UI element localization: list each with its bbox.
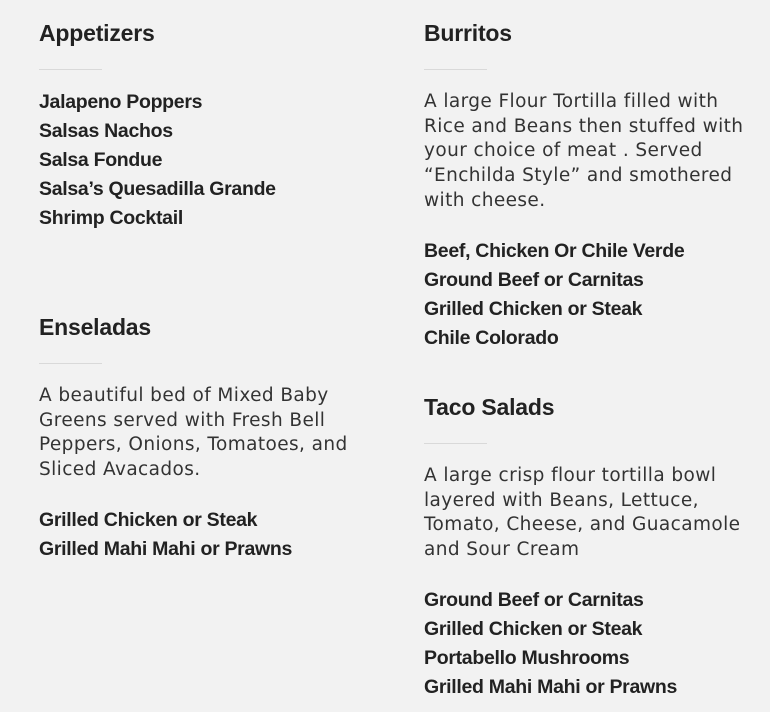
section-title: Burritos: [424, 20, 512, 46]
taco-salads-section: [424, 393, 744, 702]
menu-item: Salsa Fondue: [39, 149, 163, 171]
section-divider: [39, 363, 102, 364]
section-description: A large Flour Tortilla filled with Rice and Beans then stuffed with your choice of meat . Served “Enchilda Style” and smothered with cheese.: [424, 91, 744, 211]
section-divider: [424, 69, 487, 70]
menu-item: Salsas Nachos: [39, 120, 173, 142]
menu-item: Portabello Mushrooms: [424, 646, 630, 669]
burritos-section: [424, 19, 744, 353]
menu-item: Grilled Chicken or Steak: [39, 508, 258, 531]
menu-item: Grilled Mahi Mahi or Prawns: [424, 675, 678, 698]
menu-item: Shrimp Cocktail: [39, 207, 183, 229]
menu-item-list: [39, 88, 379, 233]
section-description: A beautiful bed of Mixed Baby Greens served with Fresh Bell Peppers, Onions, Tomatoes, and Sliced Avacados.: [39, 385, 348, 481]
menu-item: Ground Beef or Carnitas: [424, 268, 644, 291]
section-description: A large crisp flour tortilla bowl layered with Beans, Lettuce, Tomato, Cheese, and Guacamole and Sour Cream: [424, 465, 741, 561]
menu-item: Grilled Chicken or Steak: [424, 297, 643, 320]
menu-item: Chile Colorado: [424, 326, 559, 349]
menu-item: Salsa’s Quesadilla Grande: [39, 178, 276, 200]
menu-item-list: [424, 586, 744, 702]
menu-item: Grilled Mahi Mahi or Prawns: [39, 537, 293, 560]
section-divider: [39, 69, 102, 70]
menu-item: Ground Beef or Carnitas: [424, 588, 644, 611]
menu-item: Grilled Chicken or Steak: [424, 617, 643, 640]
section-title: Enseladas: [39, 314, 151, 340]
menu-item: Jalapeno Poppers: [39, 91, 203, 113]
appetizers-section: [39, 19, 379, 233]
section-title: Appetizers: [39, 20, 155, 46]
enseladas-section: [39, 313, 379, 564]
menu-item: Beef, Chicken Or Chile Verde: [424, 239, 685, 262]
menu-item-list: [39, 506, 379, 564]
section-divider: [424, 443, 487, 444]
menu-item-list: [424, 237, 744, 353]
section-title: Taco Salads: [424, 394, 555, 420]
